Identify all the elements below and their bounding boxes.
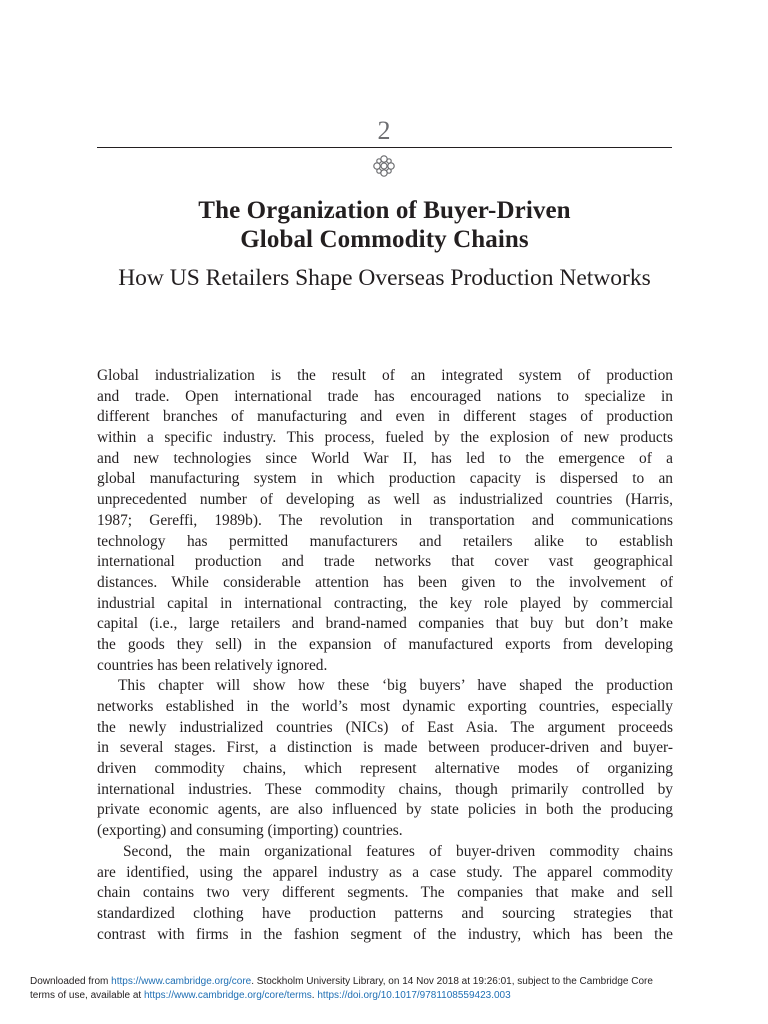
body-line: unprecedented number of developing as well as industrialized countries (Harris, xyxy=(97,491,673,509)
chapter-title-line-1: The Organization of Buyer-Driven xyxy=(198,197,571,224)
terms-link[interactable]: https://www.cambridge.org/core/terms xyxy=(143,990,312,1001)
terms-prefix: terms of use, available at xyxy=(30,990,144,1001)
body-line: This chapter will show how these ‘big buyers’ have shaped the production xyxy=(118,677,673,695)
body-line: within a specific industry. This process, fueled by the explosion of new products xyxy=(97,429,673,447)
body-line: and new technologies since World War II, has led to the emergence of a xyxy=(97,449,673,467)
body-line: international industries. These commodity chains, though primarily controlled by xyxy=(97,780,673,798)
body-line: Global industrialization is the result of an integrated system of production xyxy=(97,367,673,384)
doi-link[interactable]: https://doi.org/10.1017/9781108559423.003 xyxy=(317,990,511,1001)
terms-separator: . xyxy=(311,990,318,1001)
body-line: international production and trade networks that cover vast geographical xyxy=(97,553,673,571)
download-notice-prefix: Downloaded from xyxy=(30,976,112,987)
body-line: distances. While considerable attention has been given to the involvement of xyxy=(97,573,673,591)
chapter-number: 2 xyxy=(377,116,391,145)
body-line: technology has permitted manufacturers and retailers alike to establish xyxy=(97,532,673,550)
body-line: private economic agents, are also influenced by state policies in both the producing xyxy=(97,801,673,819)
body-line: networks established in the world’s most dynamic exporting countries, especially xyxy=(97,698,673,715)
body-line: (exporting) and consuming (importing) countries. xyxy=(97,822,403,840)
body-line: global manufacturing system in which production capacity is dispersed to an xyxy=(97,470,673,488)
body-line: are identified, using the apparel industry as a case study. The apparel commodity xyxy=(97,863,673,881)
chapter-title xyxy=(97,196,672,254)
body-line: chain contains two very different segments. The companies that make and sell xyxy=(97,884,673,902)
body-line: the newly industrialized countries (NICs) of East Asia. The argument proceeds xyxy=(97,718,673,736)
body-line: 1987; Gereffi, 1989b). The revolution in transportation and communications xyxy=(97,511,673,529)
body-line: standardized clothing have production patterns and sourcing strategies that xyxy=(97,904,673,922)
download-notice xyxy=(30,975,750,1003)
body-line: Second, the main organizational features of buyer-driven commodity chains xyxy=(123,842,673,860)
body-line: contrast with firms in the fashion segment of the industry, which has been the xyxy=(97,925,673,943)
body-line: and trade. Open international trade has encouraged nations to specialize in xyxy=(97,387,673,405)
body-text xyxy=(97,366,673,945)
body-line: different branches of manufacturing and even in different stages of production xyxy=(97,408,673,426)
body-line: capital (i.e., large retailers and brand-named companies that buy but don’t make xyxy=(97,615,673,633)
floral-ornament-icon xyxy=(371,153,397,179)
download-notice-line-2 xyxy=(30,989,750,1003)
body-line: in several stages. First, a distinction is made between producer-driven and buyer- xyxy=(97,739,673,757)
download-notice-line-1 xyxy=(30,975,750,989)
chapter-title-line-2: Global Commodity Chains xyxy=(240,226,529,253)
body-line: countries has been relatively ignored. xyxy=(97,656,328,674)
cambridge-core-link[interactable]: https://www.cambridge.org/core xyxy=(111,976,252,987)
body-line: driven commodity chains, which represent alternative modes of organizing xyxy=(97,760,673,778)
download-notice-middle: . Stockholm University Library, on 14 Nov 2018 at 19:26:01, subject to the Cambridge Core xyxy=(251,976,653,987)
body-line: the goods they sell) in the expansion of manufactured exports from developing xyxy=(97,635,673,653)
chapter-subtitle: How US Retailers Shape Overseas Production Networks xyxy=(118,265,651,291)
chapter-rule xyxy=(97,147,672,148)
body-line: industrial capital in international contracting, the key role played by commercial xyxy=(97,594,673,612)
